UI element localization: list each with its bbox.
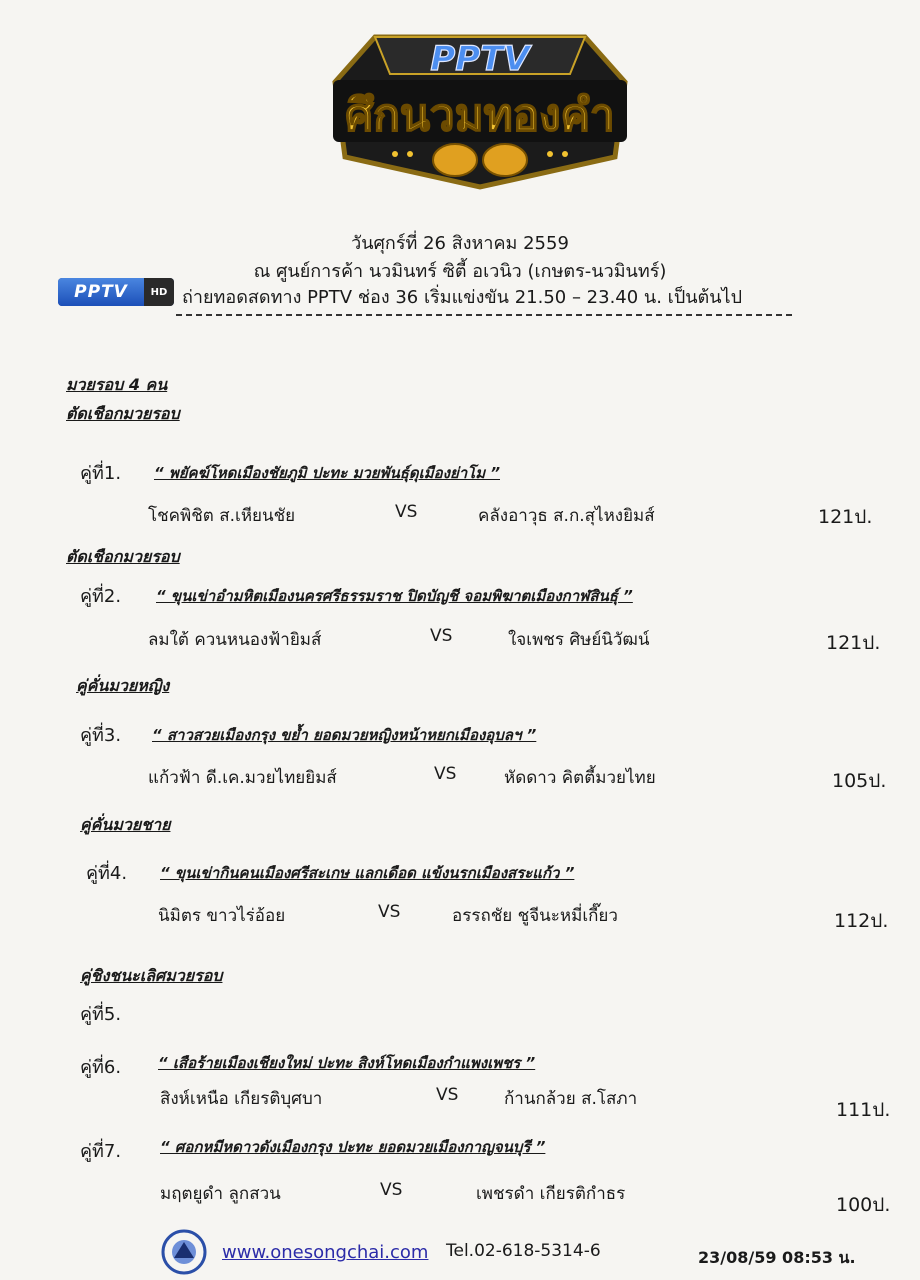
- onesongchai-logo-icon: [160, 1228, 208, 1276]
- vs-label: VS: [378, 902, 401, 922]
- weight-class: 100ป.: [836, 1194, 891, 1216]
- vs-label: VS: [436, 1085, 459, 1105]
- red-corner-fighter: มฤตยูดำ ลูกสวน: [160, 1184, 281, 1204]
- section-heading: คู่ชิงชนะเลิศมวยรอบ: [80, 966, 223, 985]
- red-corner-fighter: ลมใต้ ควนหนองฟ้ายิมส์: [148, 630, 322, 650]
- red-corner-fighter: นิมิตร ขาวไร่อ้อย: [158, 906, 286, 926]
- bout-slogan: “ สาวสวยเมืองกรุง ขย้ำ ยอดมวยหญิงหน้าหยกเมืองอุบลฯ ”: [152, 726, 537, 744]
- pptv-golden-belt-logo: [315, 22, 645, 192]
- bout-label: คู่ที่7.: [80, 1141, 122, 1162]
- weight-class: 112ป.: [834, 910, 889, 932]
- bout-label: คู่ที่2.: [80, 586, 122, 607]
- event-venue: ณ ศูนย์การค้า นวมินทร์ ซิตี้ อเวนิว (เกษตร-นวมินทร์): [253, 261, 667, 282]
- pptv-hd-badge: [58, 278, 174, 306]
- section-heading: ตัดเชือกมวยรอบ: [66, 547, 180, 566]
- bout-label: คู่ที่6.: [80, 1057, 122, 1078]
- red-corner-fighter: สิงห์เหนือ เกียรติบุศบา: [160, 1089, 323, 1109]
- section-heading: ตัดเชือกมวยรอบ: [66, 404, 180, 423]
- red-corner-fighter: โชคพิชิต ส.เหียนชัย: [148, 506, 296, 526]
- website-link[interactable]: www.onesongchai.com: [222, 1242, 429, 1263]
- blue-corner-fighter: ใจเพชร ศิษย์นิวัฒน์: [508, 630, 650, 650]
- bout-slogan: “ เสือร้ายเมืองเชียงใหม่ ปะทะ สิงห์โหดเมืองกำแพงเพชร ”: [158, 1054, 536, 1072]
- bout-slogan: “ ขุนเข่าอำมหิตเมืองนครศรีธรรมราช ปิดบัญชี จอมพิฆาตเมืองกาฬสินธุ์ ”: [156, 587, 633, 605]
- weight-class: 105ป.: [832, 770, 887, 792]
- logo-title: ศึกนวมทองคำ: [345, 90, 615, 141]
- bout-slogan: “ ศอกหมีหดาวดังเมืองกรุง ปะทะ ยอดมวยเมืองกาญจนบุรี ”: [160, 1138, 546, 1156]
- phone-number: Tel.02-618-5314-6: [446, 1241, 601, 1261]
- vs-label: VS: [380, 1180, 403, 1200]
- bout-label: คู่ที่4.: [86, 863, 128, 884]
- fax-timestamp: 23/08/59 08:53 น.: [698, 1248, 856, 1267]
- logo-brand: PPTV: [430, 39, 530, 79]
- weight-class: 111ป.: [836, 1099, 891, 1121]
- divider: [176, 314, 792, 316]
- round-title: มวยรอบ 4 คน: [66, 375, 168, 394]
- vs-label: VS: [430, 626, 453, 646]
- broadcast-info: ถ่ายทอดสดทาง PPTV ช่อง 36 เริ่มแข่งขัน 21.50 – 23.40 น. เป็นต้นไป: [182, 287, 743, 308]
- section-heading: คู่คั่นมวยชาย: [80, 815, 171, 834]
- event-date: วันศุกร์ที่ 26 สิงหาคม 2559: [351, 233, 569, 254]
- blue-corner-fighter: คลังอาวุธ ส.ก.สุไหงยิมส์: [478, 506, 655, 526]
- bout-slogan: “ พยัคฆ์โหดเมืองชัยภูมิ ปะทะ มวยพันธุ์ดุเมืองย่าโม ”: [154, 464, 500, 482]
- vs-label: VS: [434, 764, 457, 784]
- badge-main: PPTV: [58, 278, 144, 306]
- weight-class: 121ป.: [826, 632, 881, 654]
- blue-corner-fighter: หัดดาว คิตตี้มวยไทย: [504, 768, 656, 788]
- bout-label: คู่ที่5.: [80, 1004, 122, 1025]
- section-heading: คู่คั่นมวยหญิง: [76, 676, 170, 695]
- blue-corner-fighter: อรรถชัย ชูจีนะหมี่เกี๊ยว: [452, 906, 618, 926]
- bout-label: คู่ที่1.: [80, 463, 122, 484]
- weight-class: 121ป.: [818, 506, 873, 528]
- bout-slogan: “ ขุนเข่ากินคนเมืองศรีสะเกษ แลกเดือด แข้งนรกเมืองสระแก้ว ”: [160, 864, 575, 882]
- blue-corner-fighter: ก้านกล้วย ส.โสภา: [504, 1089, 638, 1109]
- red-corner-fighter: แก้วฟ้า ดี.เค.มวยไทยยิมส์: [148, 768, 337, 788]
- badge-hd: HD: [144, 278, 174, 306]
- vs-label: VS: [395, 502, 418, 522]
- blue-corner-fighter: เพชรดำ เกียรติกำธร: [476, 1184, 626, 1204]
- bout-label: คู่ที่3.: [80, 725, 122, 746]
